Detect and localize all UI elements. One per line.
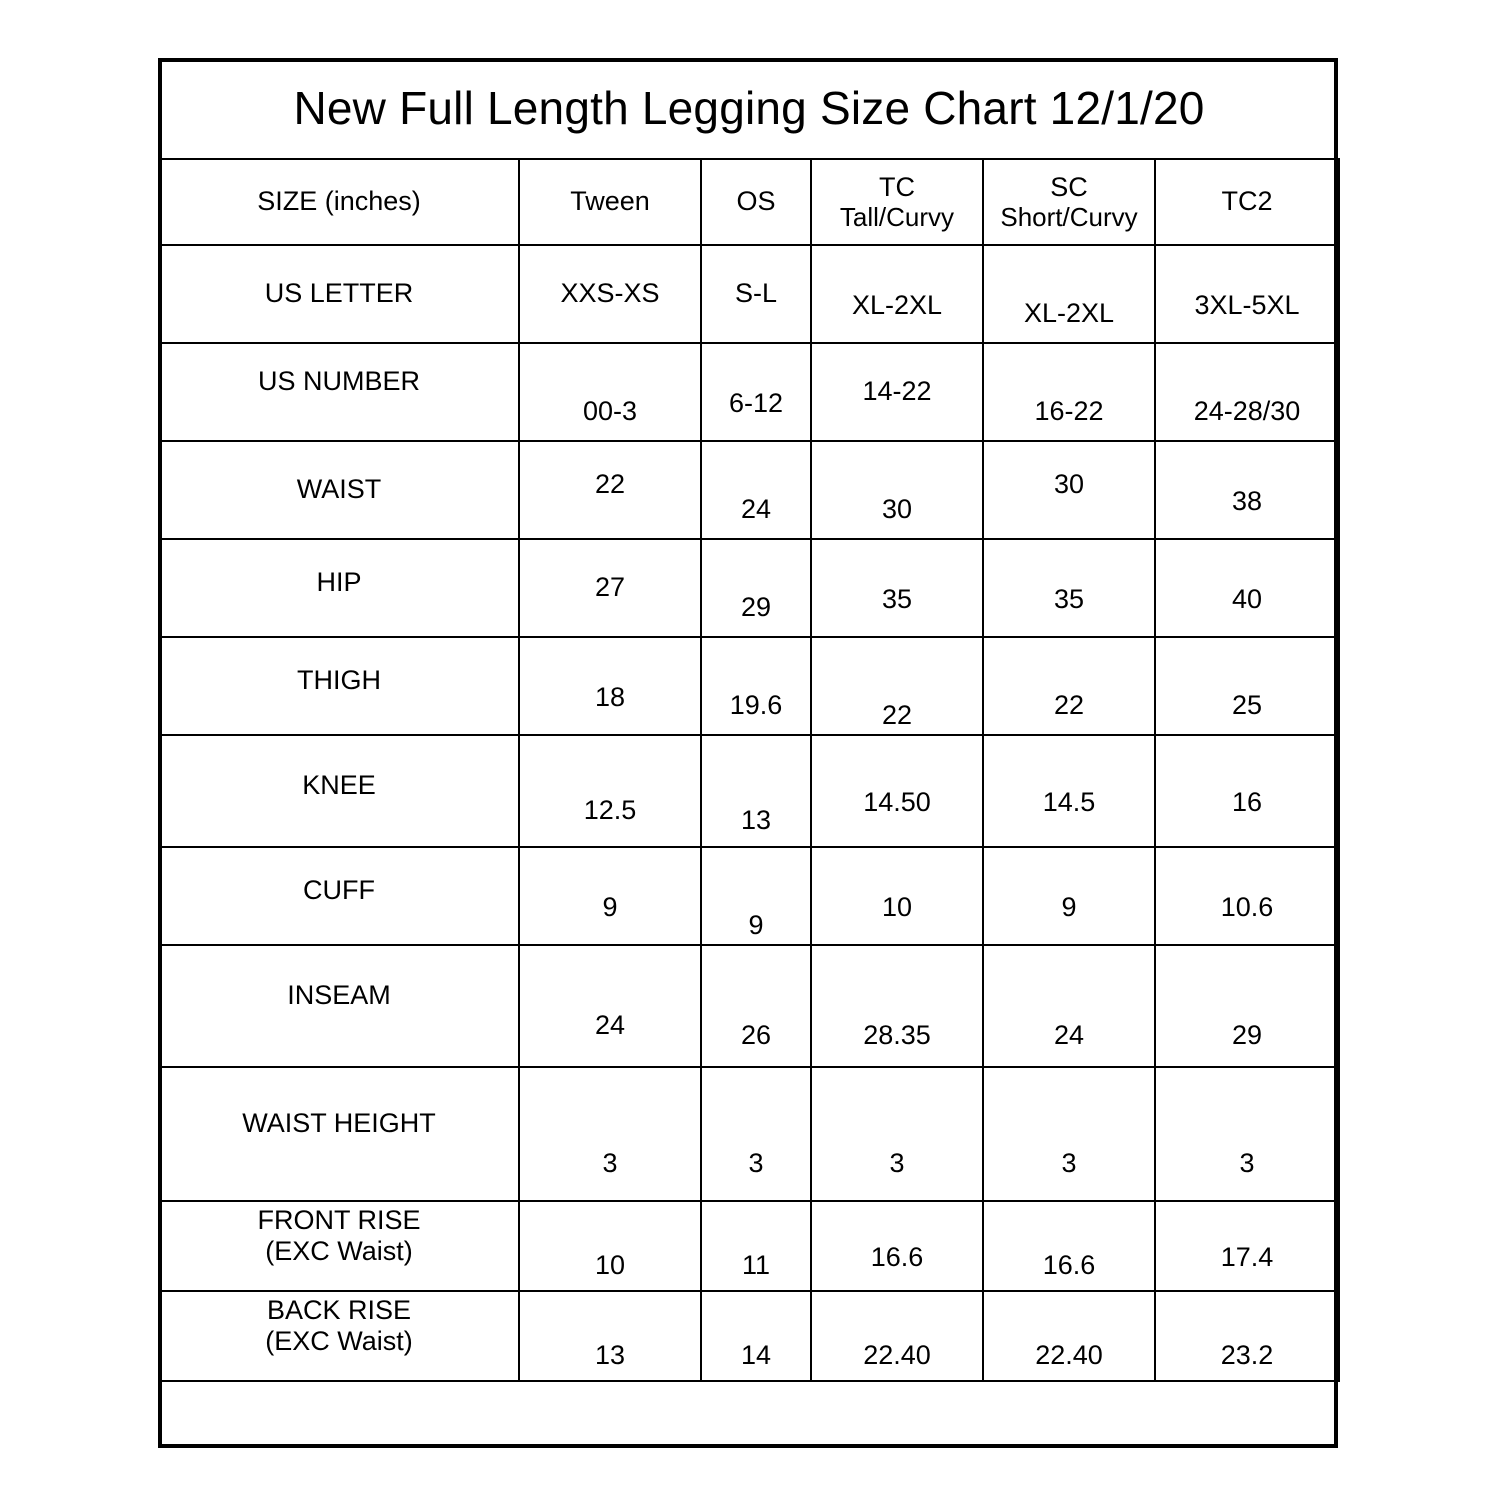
column-header-tc-sub: Tall/Curvy (839, 201, 955, 232)
cell-back-rise-sc: 22.40 (983, 1311, 1155, 1401)
cell-cuff-tween: 9 (519, 859, 701, 957)
cell-inseam-os: 26 (701, 975, 811, 1097)
cell-thigh-tc2: 25 (1155, 657, 1339, 755)
row-label-us-letter: US LETTER (159, 245, 519, 343)
table-row (159, 245, 1339, 343)
cell-knee-tc: 14.50 (811, 747, 983, 859)
cell-front-rise-tween: 10 (519, 1221, 701, 1311)
cell-back-rise-os: 14 (701, 1311, 811, 1401)
column-header-tc (811, 159, 983, 245)
column-header-sc-sub: Short/Curvy (1000, 201, 1138, 232)
cell-us-number-tween: 00-3 (519, 363, 701, 461)
row-label-inseam: INSEAM (159, 935, 519, 1057)
cell-hip-tween: 27 (519, 539, 701, 637)
cell-thigh-tc: 22 (811, 667, 983, 765)
cell-us-letter-os: S-L (701, 245, 811, 343)
row-label-cuff: CUFF (159, 842, 519, 940)
cell-waist-height-tc2: 3 (1155, 1097, 1339, 1231)
cell-knee-sc: 14.5 (983, 747, 1155, 859)
cell-thigh-os: 19.6 (701, 657, 811, 755)
row-label-front-rise-sub: (EXC Waist) (265, 1236, 413, 1266)
cell-knee-os: 13 (701, 765, 811, 877)
cell-inseam-tween: 24 (519, 965, 701, 1087)
row-label-waist-height: WAIST HEIGHT (159, 1057, 519, 1191)
cell-waist-tc2: 38 (1155, 453, 1339, 551)
cell-waist-height-tween: 3 (519, 1097, 701, 1231)
cell-us-letter-tc: XL-2XL (811, 257, 983, 355)
cell-waist-tween: 22 (519, 436, 701, 534)
cell-inseam-tc2: 29 (1155, 975, 1339, 1097)
cell-back-rise-tc: 22.40 (811, 1311, 983, 1401)
column-header-size: SIZE (inches) (159, 159, 519, 245)
page-title: New Full Length Legging Size Chart 12/1/20 (159, 58, 1339, 159)
cell-front-rise-tc: 16.6 (811, 1213, 983, 1303)
cell-waist-sc: 30 (983, 436, 1155, 534)
cell-front-rise-tc2: 17.4 (1155, 1213, 1339, 1303)
cell-us-number-os: 6-12 (701, 355, 811, 453)
column-header-tc-main: TC (879, 171, 915, 202)
row-label-back-rise-sub: (EXC Waist) (265, 1326, 413, 1356)
cell-waist-os: 24 (701, 461, 811, 559)
cell-us-number-tc: 14-22 (811, 343, 983, 441)
cell-waist-height-sc: 3 (983, 1097, 1155, 1231)
cell-waist-height-os: 3 (701, 1097, 811, 1231)
cell-us-letter-tween: XXS-XS (519, 245, 701, 343)
cell-inseam-sc: 24 (983, 975, 1155, 1097)
cell-back-rise-tween: 13 (519, 1311, 701, 1401)
row-label-us-number: US NUMBER (159, 333, 519, 431)
column-header-sc-main: SC (1050, 171, 1088, 202)
row-label-thigh: THIGH (159, 632, 519, 730)
cell-inseam-tc: 28.35 (811, 975, 983, 1097)
cell-knee-tc2: 16 (1155, 747, 1339, 859)
cell-hip-tc: 35 (811, 551, 983, 649)
column-header-tween: Tween (519, 159, 701, 245)
cell-front-rise-os: 11 (701, 1221, 811, 1311)
cell-waist-tc: 30 (811, 461, 983, 559)
column-header-os: OS (701, 159, 811, 245)
cell-back-rise-tc2: 23.2 (1155, 1311, 1339, 1401)
table-title-row (159, 58, 1339, 159)
cell-cuff-tc2: 10.6 (1155, 859, 1339, 957)
column-header-tc2: TC2 (1155, 159, 1339, 245)
cell-us-number-sc: 16-22 (983, 363, 1155, 461)
row-label-back-rise (159, 1281, 519, 1371)
table-header-row (159, 159, 1339, 245)
cell-waist-height-tc: 3 (811, 1097, 983, 1231)
cell-hip-sc: 35 (983, 551, 1155, 649)
row-label-waist: WAIST (159, 441, 519, 539)
row-label-front-rise (159, 1191, 519, 1281)
cell-hip-os: 29 (701, 559, 811, 657)
cell-cuff-os: 9 (701, 877, 811, 975)
table-row (159, 441, 1339, 539)
row-label-knee: KNEE (159, 730, 519, 842)
table-row (159, 343, 1339, 441)
cell-knee-tween: 12.5 (519, 755, 701, 867)
column-header-sc (983, 159, 1155, 245)
row-label-back-rise-main: BACK RISE (266, 1294, 412, 1325)
row-label-hip: HIP (159, 534, 519, 632)
cell-thigh-tween: 18 (519, 649, 701, 747)
cell-us-letter-tc2: 3XL-5XL (1155, 257, 1339, 355)
cell-thigh-sc: 22 (983, 657, 1155, 755)
cell-cuff-tc: 10 (811, 859, 983, 957)
cell-us-letter-sc: XL-2XL (983, 265, 1155, 363)
size-chart-table (158, 58, 1340, 1382)
cell-front-rise-sc: 16.6 (983, 1221, 1155, 1311)
cell-us-number-tc2: 24-28/30 (1155, 363, 1339, 461)
cell-cuff-sc: 9 (983, 859, 1155, 957)
cell-hip-tc2: 40 (1155, 551, 1339, 649)
row-label-front-rise-main: FRONT RISE (257, 1204, 421, 1235)
